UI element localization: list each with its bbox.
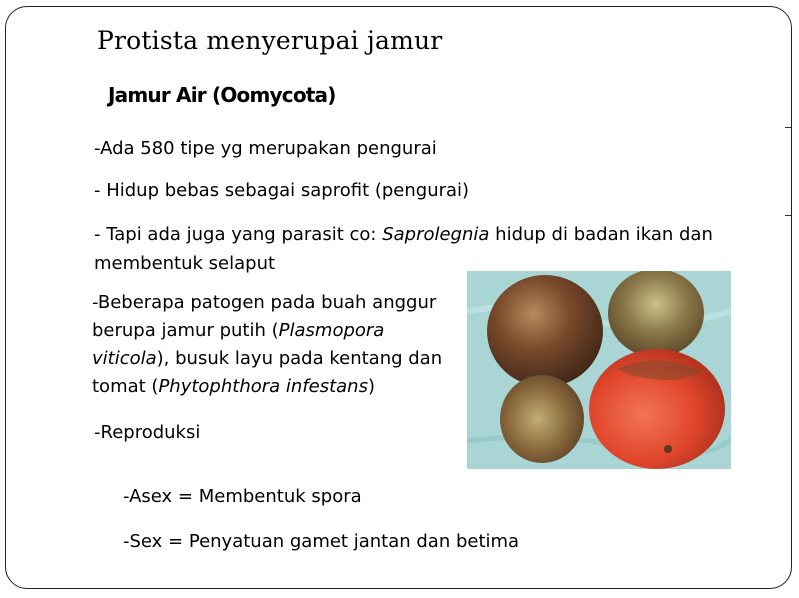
tomato-photo-illustration (467, 271, 731, 469)
bullet-line-3 (94, 222, 713, 248)
bullet-line-4-cont (92, 374, 375, 400)
text-run: tomat ( (92, 376, 159, 397)
slide-subtitle: Jamur Air (Oomycota) (108, 83, 336, 107)
species-name: Saprolegnia (382, 224, 490, 245)
text-run: ) (367, 376, 375, 397)
bullet-line-4-cont (92, 346, 442, 372)
tomato-2 (608, 271, 704, 357)
bullet-asex: -Asex = Membentuk spora (123, 486, 362, 507)
bullet-line-4: -Beberapa patogen pada buah anggur (92, 292, 437, 313)
tomato-1 (487, 275, 603, 387)
text-run: - Tapi ada juga yang parasit co: (94, 224, 383, 245)
text-run: ), busuk layu pada kentang dan (156, 348, 443, 369)
tomato-blight-photo (467, 271, 731, 469)
bullet-reproduksi: -Reproduksi (94, 422, 201, 443)
text-run: hidup di badan ikan dan (489, 224, 713, 245)
bullet-sex: -Sex = Penyatuan gamet jantan dan betima (123, 531, 520, 552)
bullet-line-2: - Hidup bebas sebagai saprofit (pengurai) (94, 180, 470, 201)
bullet-line-4-cont (92, 318, 384, 344)
bullet-line-3-cont: membentuk selaput (94, 253, 276, 274)
text-run: berupa jamur putih ( (92, 320, 279, 341)
slide-title: Protista menyerupai jamur (97, 26, 443, 55)
edge-mark (785, 127, 791, 128)
species-name: Plasmopora (278, 320, 385, 341)
tomato-3 (500, 375, 584, 463)
edge-mark (785, 215, 791, 216)
species-name: Phytophthora infestans (158, 376, 368, 397)
bullet-line-1: -Ada 580 tipe yg merupakan pengurai (94, 138, 437, 159)
species-name: viticola (92, 348, 157, 369)
